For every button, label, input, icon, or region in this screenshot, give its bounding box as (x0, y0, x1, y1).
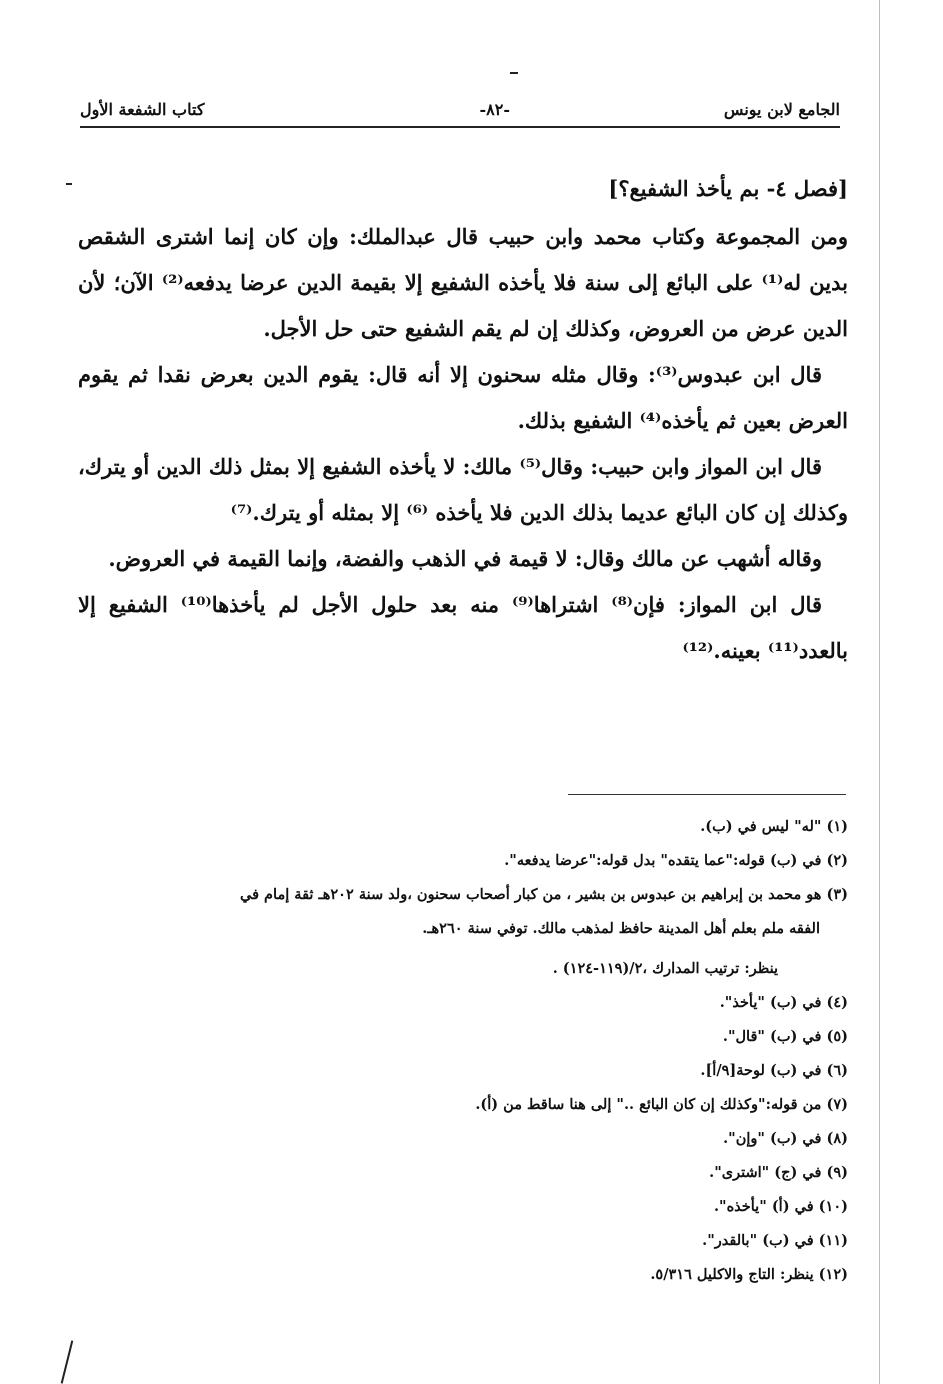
footnotes (78, 810, 848, 1292)
footnote: (٤) في (ب) "يأخذ". (719, 994, 848, 1011)
main-text (78, 166, 848, 674)
page-edge-line (879, 0, 880, 1384)
scan-speck (510, 72, 518, 74)
footnote: (٦) في (ب) لوحة[٩/أ]. (700, 1062, 848, 1079)
scan-speck (61, 1340, 74, 1383)
footnote: (١٠) في (أ) "يأخذه". (713, 1198, 848, 1215)
footnote: (٩) في (ج) "اشترى". (709, 1164, 848, 1181)
paragraph: ومن المجموعة وكتاب محمد وابن حبيب قال عبدالملك: وإن كان إنما اشترى الشقص بدين له⁽¹⁾ على البائع إلى سنة فلا يأخذه الشفيع إلا بقيمة الدين عرضا يدفعه⁽²⁾ الآن؛ لأن الدين عرض من العروض، وكذلك إن لم يقم الشفيع حتى حل الأجل. (78, 224, 849, 341)
footnote: (٣) هو محمد بن إبراهيم بن عبدوس بن بشير ، من كبار أصحاب سحنون ،ولد سنة ٢٠٢هـ ثقة إمام في (239, 886, 848, 903)
paragraph: وقاله أشهب عن مالك وقال: لا قيمة في الذهب والفضة، وإنما القيمة في العروض. (108, 546, 822, 571)
header-page-number: -٨٢- (479, 100, 510, 119)
paragraph: قال ابن المواز وابن حبيب: وقال⁽⁵⁾ مالك: لا يأخذه الشفيع إلا بمثل ذلك الدين أو يترك، وكذلك إن كان البائع عديما بذلك الدين فلا يأخذه ⁽⁶⁾ إلا بمثله أو يترك.⁽⁷⁾ (78, 454, 848, 525)
footnote-continuation: الفقه ملم بعلم أهل المدينة حافظ لمذهب مالك. توفي سنة ٢٦٠هـ. (422, 920, 820, 937)
paragraph: قال ابن المواز: فإن⁽⁸⁾ اشتراها⁽⁹⁾ منه بعد حلول الأجل لم يأخذها⁽¹⁰⁾ الشفيع إلا بالعدد⁽¹¹⁾ بعينه.⁽¹²⁾ (78, 592, 848, 663)
footnote: (١٢) ينظر: التاج والاكليل ٥/٣١٦. (650, 1266, 848, 1283)
header-book-title: الجامع لابن يونس (723, 100, 840, 119)
footnote: (٧) من قوله:"وكذلك إن كان البائع .." إلى هنا ساقط من (أ). (475, 1096, 848, 1113)
footnote: (١١) في (ب) "بالقدر". (702, 1232, 848, 1249)
section-title: [فصل ٤- بم يأخذ الشفيع؟] (608, 176, 848, 201)
footnote: (٨) في (ب) "وإن". (723, 1130, 848, 1147)
footnote: (٥) في (ب) "قال". (722, 1028, 848, 1045)
footnote: (١) "له" ليس في (ب). (700, 818, 848, 835)
header-chapter-title: كتاب الشفعة الأول (80, 100, 205, 119)
footnote: (٢) في (ب) قوله:"عما يتقده" بدل قوله:"عرضا يدفعه". (504, 852, 848, 869)
scan-speck (66, 183, 72, 185)
page-header (80, 96, 840, 122)
footnote-divider (568, 794, 846, 795)
footnote-reference: ينظر: ترتيب المدارك ،٢/(١١٩-١٢٤) . (552, 960, 778, 977)
header-divider (80, 126, 840, 128)
paragraph: قال ابن عبدوس⁽³⁾: وقال مثله سحنون إلا أنه قال: يقوم الدين بعرض نقدا ثم يقوم العرض بعين ثم يأخذه⁽⁴⁾ الشفيع بذلك. (78, 362, 848, 433)
